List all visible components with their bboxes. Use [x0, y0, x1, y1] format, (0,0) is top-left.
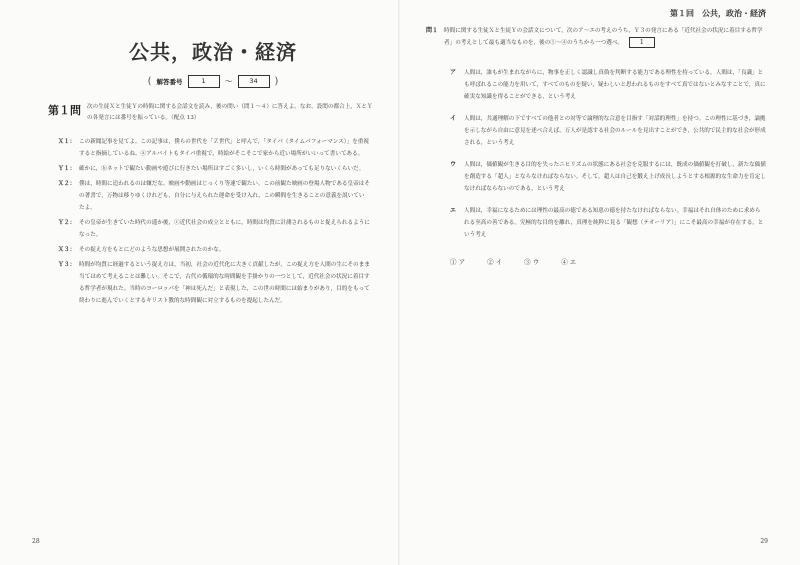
question-header [48, 102, 378, 124]
problem-number: 問１ [426, 27, 439, 34]
answer-range-from: 1 [188, 75, 220, 88]
utterance: 時間が均質に経過するという捉え方は，当初，社会の近代化に大きく貢献したが，この捉え方を人間の生にそのまま当てはめて考えることは難しい。そこで，古代の循環的な時間観を手掛かりの一つとして，近代社会の状況に着目する哲学者が現れた。当時のヨーロッパを「神は死んだ」と表現した，この世の時間には始まりがあり，目的をもって終わりに進んでいくとするキリスト教的な時間観に対立するものを提起したんだ。 [79, 262, 370, 304]
answer-range-label: 解答番号 [156, 78, 183, 86]
question-heading: 第１問 [48, 104, 81, 117]
utterance: その皇帝が生きていた時代の遥か後，ⓒ近代社会の成立とともに，時間は均質に計測されるものと捉えられるようになった。 [79, 220, 370, 238]
answer-range-tilde: ～ [224, 77, 233, 86]
choice-4: ④ エ [561, 258, 577, 266]
dialogue-line [58, 163, 370, 175]
utterance: 僕は，時間に追われるのは嫌だな。映画や動画はじっくり等速で観たい。この前観た映画の登場人物である皇帝はその著書で，万物は移りゆくけれども，自分に与えられた運命を受け入れ，この瞬間を生きることの意義を説いていたよ。 [79, 181, 370, 211]
dialogue [58, 136, 370, 307]
option-list [450, 67, 766, 241]
utterance: 確かに，ⓑネットで観たい動画や遊びに行きたい場所はすごく多いし，いくら時間があっても足りないくらいだ。 [79, 166, 365, 172]
answer-box: 1 [629, 37, 655, 48]
option-item [450, 67, 766, 103]
dialogue-line [58, 178, 370, 214]
speaker: Ｙ２： [58, 220, 76, 226]
option-text: 人間は，幸福になるためには理性の最高の徳である知恵の徳を持たなければならない。幸福はそれ自体のために求められる至高の善である。究極的な目的を離れ，真理を純粋に見る「観想（テオーリア）」にこそ最高の幸福が存在する，という考え [464, 208, 764, 238]
choice-3: ③ ウ [524, 258, 540, 266]
dialogue-line [58, 244, 370, 256]
answer-range: ( 解答番号 1 ～ 34 ) [147, 76, 279, 87]
option-label: ウ [450, 161, 457, 168]
answer-range-to: 34 [238, 75, 270, 88]
dialogue-line [58, 259, 370, 307]
option-item [450, 205, 766, 241]
utterance: その捉え方をもとにどのような思想が展開されたのかな。 [79, 247, 225, 253]
speaker: Ｙ１： [58, 166, 76, 172]
dialogue-line [58, 136, 370, 160]
right-page [400, 0, 800, 565]
option-text: 人間は，価値観が生きる目的を失ったニヒリズムの状態にある社会を克服するには，既成の価値観を打破し，新たな価値を創造する「超人」とならなければならない。そして，超人は自己を鍛え上げ成長しようとする根源的な生命力を肯定しなければならないのである，という考え [464, 162, 766, 192]
option-item [450, 159, 766, 195]
answer-choices [450, 257, 766, 266]
option-label: イ [450, 115, 457, 122]
question-text: 次の生徒Ｘと生徒Ｙの時間に関する会話文を読み，後の問い（問１～４）に答えよ。なお，設問の都合上，ＸとＹの各発言には番号を振っている。（配点 13） [87, 104, 373, 121]
choice-1: ① ア [450, 258, 466, 266]
option-label: エ [450, 207, 457, 214]
speaker: Ｘ１： [58, 139, 76, 145]
option-label: ア [450, 69, 457, 76]
speaker: Ｘ２： [58, 181, 76, 187]
problem-text: 時間に関する生徒Ｘと生徒Ｙの会話文について，次のア～エの考えのうち，Ｙ３の発言にある「近代社会の状況に着目する哲学者」の考えとして最も適当なものを，後の①～④のうちから一つ選べ。 [444, 28, 763, 46]
option-text: 人間は，共通理解の下ですべての他者との対等で論理的な合意を目指す「対話的理性」を持つ。この理性に基づき，論拠を示しながら自由に意見を述べ合えば，万人が是認する社会のルールを見出すことができ，公共的で民主的な社会が形成される，という考え [464, 116, 766, 146]
subject-title: 公共，政治・経済 [129, 40, 297, 64]
option-text: 人間は，誰もが生まれながらに，物事を正しく認識し真偽を判断する能力である理性を持っている。人間は，「良識」とも呼ばれるこの能力を用いて，すべてのものを疑い，疑わしいと思われるものをすべて真ではないとみなすことで，真に確実な知識を得ることができる，という考え [464, 70, 766, 100]
running-head: 第１回 公共，政治・経済 [670, 9, 766, 18]
utterance: この新聞記事を見てよ。この記事は，僕らの世代を「Ｚ世代」と呼んで，「タイパ（タイムパフォーマンス）」を重視すると指摘しているね。ⓐアルバイトもタイパ重視で，時給がそこそこで家から近い場所がいいって書いてある。 [79, 139, 369, 157]
speaker: Ｘ３： [58, 247, 76, 253]
page-number-left: 28 [32, 538, 40, 545]
dialogue-line [58, 217, 370, 241]
page-number-right: 29 [760, 538, 768, 545]
problem-statement [426, 25, 766, 49]
speaker: Ｙ３： [58, 262, 76, 268]
option-item [450, 113, 766, 149]
choice-2: ② イ [487, 258, 503, 266]
